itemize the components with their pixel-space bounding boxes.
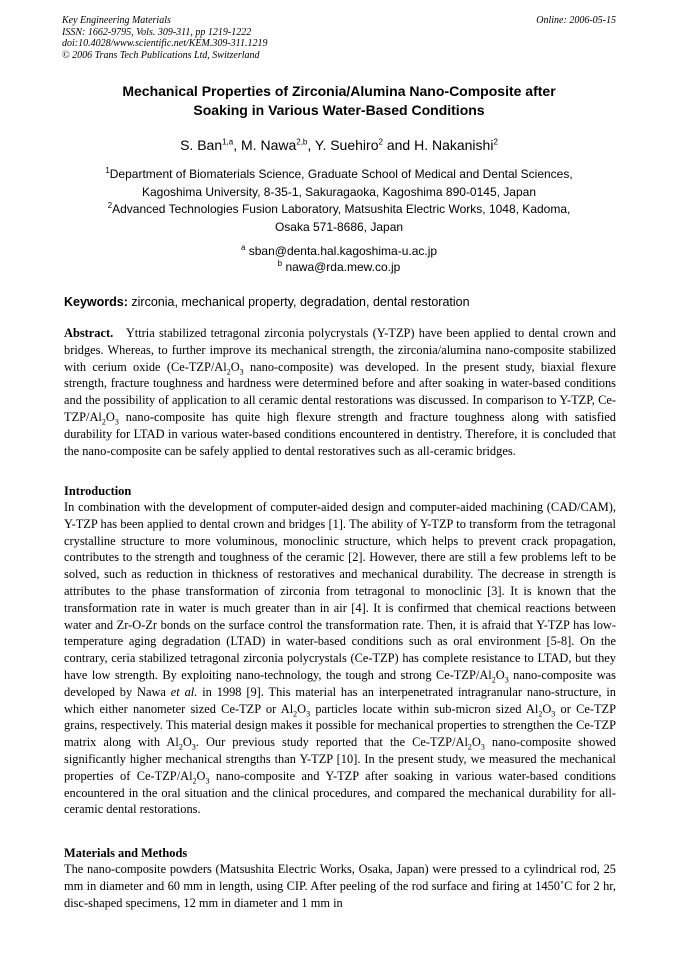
keywords <box>64 294 616 311</box>
copyright-line: © 2006 Trans Tech Publications Ltd, Switzerland <box>62 49 260 61</box>
contact-emails <box>62 244 616 275</box>
intro-text: O <box>182 735 192 750</box>
subscript: 3 <box>504 675 509 685</box>
affiliations <box>62 166 616 236</box>
subscript: 3 <box>191 742 196 752</box>
subscript: 2 <box>538 709 543 719</box>
subscript: 3 <box>239 367 244 377</box>
email-address: nawa@rda.mew.co.jp <box>285 259 401 274</box>
affiliation-1-cont: Kagoshima University, 8-35-1, Sakuragaoka, Kagoshima 890-0145, Japan <box>141 184 536 199</box>
abstract-text: O <box>105 409 115 424</box>
author-affiliation-mark: 2,b <box>296 137 308 147</box>
online-date: Online: 2006-05-15 <box>536 15 616 26</box>
subscript: 3 <box>114 417 119 427</box>
author-name: H. Nakanishi <box>414 137 494 153</box>
subscript: 2 <box>293 709 298 719</box>
keywords-label: Keywords: <box>64 295 128 309</box>
email-a <box>62 244 616 260</box>
affiliation-2-cont: Osaka 571-8686, Japan <box>274 219 404 234</box>
subscript: 2 <box>101 417 106 427</box>
subscript: 3 <box>551 709 556 719</box>
author-affiliation-mark: 1,a <box>222 137 234 147</box>
introduction-text <box>64 499 616 818</box>
subscript: 2 <box>467 742 472 752</box>
intro-text: or Ce-TZP grains, respectively. This material design makes it possible for mechanical properties to strengthen the Ce-TZP matrix along with Al <box>64 701 616 750</box>
email-b <box>62 260 616 276</box>
abstract-label: Abstract. <box>64 326 114 340</box>
intro-text: In combination with the development of computer-aided design and computer-aided machining (CAD/CAM), Y-TZP has been applied to dental crown and bridges [1]. The ability of Y-TZP to transform from the tetragonal crystalline structure to more voluminous, monoclinic structure, which helps to prevent crack propagation, contributes to the strength and toughness of the ceramic [2]. However, there are still a few problems left to be solved, such as reduction in thickness of restoratives and mechanical durability. The decrease in strength is attributes to the phase transformation of zirconia from tetragonal to monoclinic [3]. It is known that the transformation rate in water is much greater than in air [4]. It is confirmed that chemical reactions between water and Zr-O-Zr bonds on the surface control the transformation rate. Then, it is afraid that Y-TZP has low-temperature aging degradation (LTAD) in water-based conditions such as oral environment [5-8]. On the contrary, ceria stabilized tetragonal zirconia polycrystals (Ce-TZP) has complete resistance to LTAD, but they have low strength. By exploiting nano-technology, the tough and strong Ce-TZP/Al <box>64 500 616 682</box>
abstract <box>64 325 616 459</box>
author-separator: and <box>382 137 415 153</box>
subscript: 3 <box>205 776 210 786</box>
intro-text: O <box>196 768 206 783</box>
abstract-text: Yttria stabilized tetragonal zirconia polycrystals (Y-TZP) have been applied to dental crown and bridges. Whereas, to further improve its mechanical strength, the zirconia/alumina nano-composite stabilized with cerium oxide (Ce-TZP/Al <box>64 326 617 374</box>
subscript: 2 <box>178 742 183 752</box>
issn-line: ISSN: 1662-9795, Vols. 309-311, pp 1219-1222 <box>62 26 252 38</box>
affiliation-text: Department of Biomaterials Science, Graduate School of Medical and Dental Sciences, <box>109 167 573 181</box>
abstract-text: nano-composite) was developed. In the present study, biaxial flexure strength, fracture toughness and hardness were determined before and after soaking in water-based conditions and the possibility of application to all ceramic dental restorations was discussed. In comparison to Y-TZP, Ce-TZP/Al <box>64 359 616 424</box>
section-heading-methods: Materials and Methods <box>64 846 188 860</box>
affiliation-number: 2 <box>107 201 113 210</box>
intro-text: O <box>495 667 505 682</box>
intro-text: nano-composite and Y-TZP after soaking in various water-based conditions encountered in the oral situation and the clinical procedures, and compared the mechanical durability for all-ceramic dental restorations. <box>64 768 616 817</box>
intro-text: nano-composite was developed by Nawa <box>64 667 616 699</box>
author-affiliation-mark: 2 <box>378 137 383 147</box>
subscript: 3 <box>480 742 485 752</box>
keywords-text: zirconia, mechanical property, degradation, dental restoration <box>131 295 470 309</box>
author-name: Y. Suehiro <box>314 137 379 153</box>
et-al: et al. <box>170 684 198 699</box>
intro-text: particles locate within sub-micron sized Al <box>310 701 539 716</box>
author-list <box>62 136 616 154</box>
paper-title <box>62 82 616 120</box>
subscript: 2 <box>491 675 496 685</box>
affiliation-2 <box>62 201 616 219</box>
subscript: 2 <box>192 776 197 786</box>
author-separator: , <box>233 137 242 153</box>
intro-text: . Our previous study reported that the Ce-TZP/Al <box>195 735 468 750</box>
author-name: S. Ban <box>180 137 223 153</box>
subscript: 2 <box>226 367 231 377</box>
title-line-2: Soaking in Various Water-Based Conditions <box>193 102 485 118</box>
abstract-text: O <box>230 359 240 374</box>
section-heading-introduction: Introduction <box>64 484 132 498</box>
subscript: 3 <box>306 709 311 719</box>
intro-text: in 1998 [9]. This material has an interpenetrated intragranular nano-structure, in which either nanometer sized Ce-TZP or Al <box>64 684 616 716</box>
journal-header <box>62 15 616 61</box>
email-mark: a <box>240 243 246 252</box>
journal-info <box>62 15 616 61</box>
methods-text: The nano-composite powders (Matsushita Electric Works, Osaka, Japan) were pressed to a cylindrical rod, 25 mm in diameter and 60 mm in length, using CIP. After peeling of the rod surface and firing at 1450˚C for 2 hr, disc-shaped specimens, 12 mm in diameter and 1 mm in <box>64 862 616 910</box>
abstract-text: nano-composite has quite high flexure strength and fracture toughness along with satisfied durability for LTAD in various water-based conditions encountered in dentistry. Therefore, it is concluded that the nano-composite can be safely applied to dental restoratives such as all-ceramic bridges. <box>64 409 616 458</box>
intro-text: O <box>471 735 481 750</box>
author-separator: , <box>307 137 315 153</box>
intro-text: O <box>542 701 552 716</box>
author-affiliation-mark: 2 <box>493 137 498 147</box>
affiliation-number: 1 <box>105 166 110 175</box>
intro-text: nano-composite showed significantly higher mechanical strengths than Y-TZP [10]. In the present study, we measured the mechanical properties of Ce-TZP/Al <box>64 735 616 783</box>
intro-text: O <box>297 701 307 716</box>
affiliation-text: Advanced Technologies Fusion Laboratory, Matsushita Electric Works, 1048, Kadoma, <box>112 202 571 216</box>
title-line-1: Mechanical Properties of Zirconia/Alumina Nano-Composite after <box>122 83 556 99</box>
author-name: M. Nawa <box>241 137 297 153</box>
affiliation-1 <box>62 166 616 184</box>
doi-line: doi:10.4028/www.scientific.net/KEM.309-311.1219 <box>62 38 268 49</box>
email-address: sban@denta.hal.kagoshima-u.ac.jp <box>248 244 438 258</box>
journal-name: Key Engineering Materials <box>62 15 171 26</box>
email-mark: b <box>277 258 283 268</box>
